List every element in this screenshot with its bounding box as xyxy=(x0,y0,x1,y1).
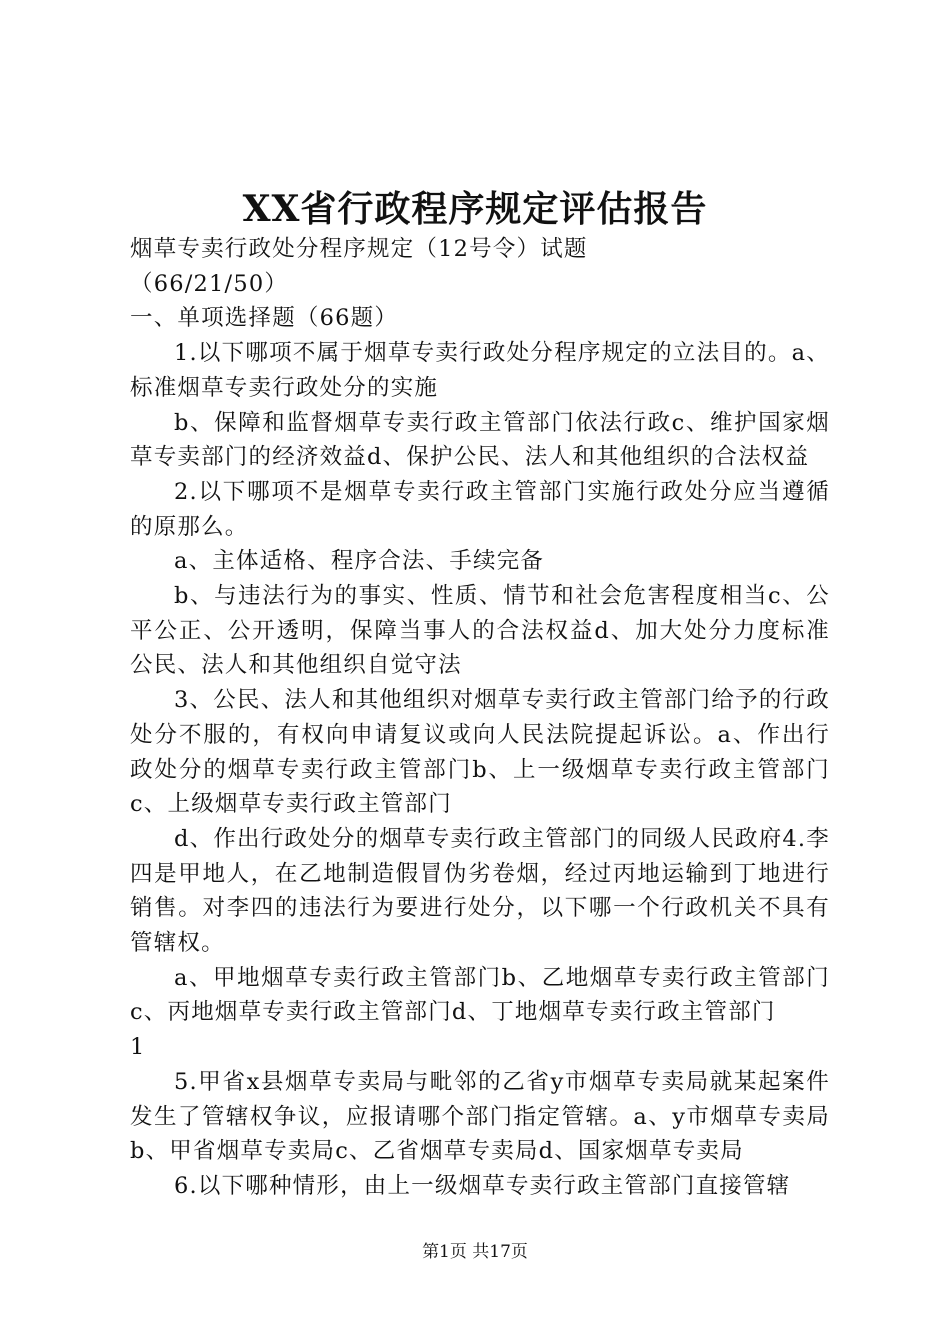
paragraph-q4-options: a、甲地烟草专卖行政主管部门b、乙地烟草专卖行政主管部门c、丙地烟草专卖行政主管部门d、丁地烟草专卖行政主管部门 xyxy=(130,964,830,1026)
section-heading: 一、单项选择题（66题） xyxy=(130,305,399,332)
paragraph-q5: 5.甲省x县烟草专卖局与毗邻的乙省y市烟草专卖局就某起案件发生了管辖权争议，应报请哪个部门指定管辖。a、y市烟草专卖局b、甲省烟草专卖局c、乙省烟草专卖局d、国家烟草专卖局 xyxy=(130,1068,830,1165)
subtitle-line-1: 烟草专卖行政处分程序规定（12号令）试题 xyxy=(130,236,588,262)
document-body xyxy=(130,232,830,1204)
paragraph-q2: 2.以下哪项不是烟草专卖行政主管部门实施行政处分应当遵循的原那么。 xyxy=(130,478,830,540)
paragraph-q3-q4: d、作出行政处分的烟草专卖行政主管部门的同级人民政府4.李四是甲地人，在乙地制造假冒伪劣卷烟，经过丙地运输到丁地进行销售。对李四的违法行为要进行处分，以下哪一个行政机关不具有管辖权。 xyxy=(130,825,830,957)
paragraph-q2-options: b、与违法行为的事实、性质、情节和社会危害程度相当c、公平公正、公开透明，保障当事人的合法权益d、加大处分力度标准公民、法人和其他组织自觉守法 xyxy=(130,583,830,679)
subtitle-line-2: （66/21/50） xyxy=(130,270,289,297)
paragraph-q3: 3、公民、法人和其他组织对烟草专卖行政主管部门给予的行政处分不服的，有权向申请复议或向人民法院提起诉讼。a、作出行政处分的烟草专卖行政主管部门b、上一级烟草专卖行政主管部门c、上级烟草专卖行政主管部门 xyxy=(130,687,830,818)
inline-page-number: 1 xyxy=(130,1034,146,1061)
paragraph-q1-options: b、保障和监督烟草专卖行政主管部门依法行政c、维护国家烟草专卖部门的经济效益d、保护公民、法人和其他组织的合法权益 xyxy=(130,409,830,471)
document-title: XX省行政程序规定评估报告 xyxy=(242,188,708,230)
paragraph-q6: 6.以下哪种情形，由上一级烟草专卖行政主管部门直接管辖 xyxy=(174,1172,791,1199)
page-footer: 第1页 共17页 xyxy=(422,1242,528,1262)
paragraph-q2-option-a: a、主体适格、程序合法、手续完备 xyxy=(174,548,545,575)
paragraph-q1: 1.以下哪项不属于烟草专卖行政处分程序规定的立法目的。a、标准烟草专卖行政处分的实施 xyxy=(130,340,830,401)
